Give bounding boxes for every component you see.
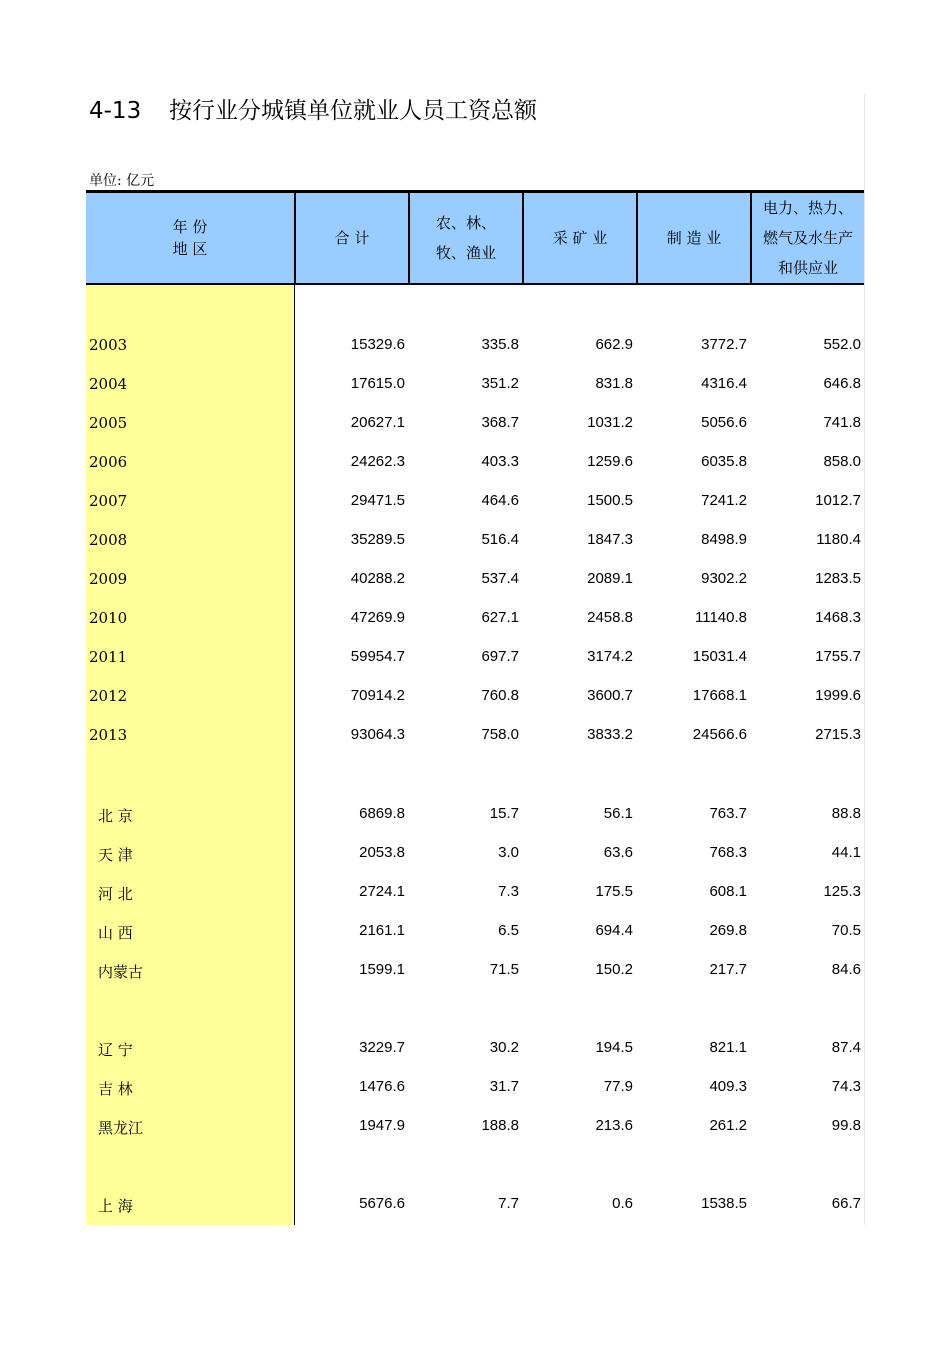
header-year-region <box>86 193 294 283</box>
cell-agriculture: 464.6 <box>481 492 519 509</box>
cell-utilities: 1755.7 <box>815 648 861 665</box>
cell-total: 29471.5 <box>350 492 405 509</box>
row-label: 2010 <box>89 609 128 627</box>
cell-total: 2724.1 <box>359 883 405 900</box>
cell-agriculture: 6.5 <box>498 922 519 939</box>
unit-label: 单位: 亿元 <box>89 173 155 189</box>
cell-mining: 63.6 <box>603 844 633 861</box>
cell-manufacturing: 217.7 <box>709 961 747 978</box>
row-label: 2013 <box>89 726 128 744</box>
table-row <box>86 326 864 365</box>
table-number: 4-13 <box>89 98 142 124</box>
cell-total: 2161.1 <box>359 922 405 939</box>
table-row <box>86 677 864 716</box>
table-row <box>86 1185 864 1224</box>
row-label: 河 北 <box>98 885 133 903</box>
table-row <box>86 1068 864 1107</box>
cell-manufacturing: 5056.6 <box>701 414 747 431</box>
cell-total: 17615.0 <box>350 375 405 392</box>
cell-utilities: 741.8 <box>823 414 861 431</box>
cell-manufacturing: 269.8 <box>709 922 747 939</box>
table-row <box>86 404 864 443</box>
cell-total: 93064.3 <box>350 726 405 743</box>
cell-total: 2053.8 <box>359 844 405 861</box>
cell-agriculture: 758.0 <box>481 726 519 743</box>
header-utilities: 电力、热力、 燃气及水生产 和供应业 <box>750 193 864 283</box>
cell-manufacturing: 11140.8 <box>695 609 747 626</box>
row-label: 北 京 <box>98 807 133 825</box>
table-row <box>86 1107 864 1146</box>
cell-total: 35289.5 <box>350 531 405 548</box>
cell-mining: 213.6 <box>595 1117 633 1134</box>
table-row <box>86 443 864 482</box>
row-label: 2012 <box>89 687 128 705</box>
header-agriculture: 农、林、 牧、渔业 <box>408 193 522 283</box>
row-label: 2005 <box>89 414 128 432</box>
cell-manufacturing: 821.1 <box>709 1039 747 1056</box>
cell-utilities: 70.5 <box>831 922 861 939</box>
cell-agriculture: 368.7 <box>481 414 519 431</box>
table-title <box>89 92 537 125</box>
cell-manufacturing: 768.3 <box>709 844 747 861</box>
cell-mining: 1500.5 <box>587 492 633 509</box>
cell-agriculture: 403.3 <box>481 453 519 470</box>
cell-mining: 2458.8 <box>587 609 633 626</box>
table-header <box>86 190 864 285</box>
table-row <box>86 482 864 521</box>
cell-mining: 150.2 <box>595 961 633 978</box>
cell-manufacturing: 7241.2 <box>701 492 747 509</box>
cell-utilities: 1012.7 <box>815 492 861 509</box>
cell-manufacturing: 1538.5 <box>701 1195 747 1212</box>
cell-manufacturing: 9302.2 <box>701 570 747 587</box>
cell-total: 20627.1 <box>350 414 405 431</box>
cell-agriculture: 697.7 <box>481 648 519 665</box>
cell-utilities: 1999.6 <box>815 687 861 704</box>
table-row <box>86 365 864 404</box>
cell-agriculture: 335.8 <box>481 336 519 353</box>
cell-utilities: 858.0 <box>823 453 861 470</box>
cell-utilities: 88.8 <box>831 805 861 822</box>
cell-total: 1599.1 <box>359 961 405 978</box>
cell-utilities: 74.3 <box>831 1078 861 1095</box>
cell-manufacturing: 4316.4 <box>701 375 747 392</box>
cell-agriculture: 31.7 <box>489 1078 519 1095</box>
cell-agriculture: 15.7 <box>489 805 519 822</box>
cell-mining: 3174.2 <box>587 648 633 665</box>
cell-utilities: 552.0 <box>823 336 861 353</box>
cell-agriculture: 760.8 <box>481 687 519 704</box>
cell-mining: 2089.1 <box>587 570 633 587</box>
cell-agriculture: 71.5 <box>489 961 519 978</box>
cell-utilities: 87.4 <box>831 1039 861 1056</box>
cell-manufacturing: 17668.1 <box>692 687 747 704</box>
cell-mining: 694.4 <box>595 922 633 939</box>
cell-utilities: 646.8 <box>823 375 861 392</box>
row-label: 天 津 <box>98 846 133 864</box>
cell-manufacturing: 261.2 <box>709 1117 747 1134</box>
cell-mining: 1031.2 <box>587 414 633 431</box>
cell-agriculture: 7.3 <box>498 883 519 900</box>
header-mining: 采 矿 业 <box>522 193 636 283</box>
cell-mining: 77.9 <box>603 1078 633 1095</box>
cell-total: 6869.8 <box>359 805 405 822</box>
cell-total: 3229.7 <box>359 1039 405 1056</box>
table-row <box>86 912 864 951</box>
row-label: 山 西 <box>98 924 133 942</box>
cell-manufacturing: 3772.7 <box>701 336 747 353</box>
cell-mining: 1847.3 <box>587 531 633 548</box>
cell-agriculture: 3.0 <box>498 844 519 861</box>
cell-mining: 831.8 <box>595 375 633 392</box>
cell-mining: 175.5 <box>595 883 633 900</box>
cell-total: 40288.2 <box>350 570 405 587</box>
row-label: 黑龙江 <box>98 1119 144 1137</box>
row-label: 上 海 <box>98 1197 133 1215</box>
row-label: 2003 <box>89 336 128 354</box>
table-row <box>86 638 864 677</box>
cell-mining: 1259.6 <box>587 453 633 470</box>
cell-agriculture: 30.2 <box>489 1039 519 1056</box>
cell-utilities: 44.1 <box>831 844 861 861</box>
table-title-text: 按行业分城镇单位就业人员工资总额 <box>169 98 537 124</box>
row-label: 2006 <box>89 453 128 471</box>
header-region: 地 区 <box>172 240 208 258</box>
cell-manufacturing: 8498.9 <box>701 531 747 548</box>
table-row <box>86 1029 864 1068</box>
table-body <box>86 285 864 1225</box>
cell-mining: 3833.2 <box>587 726 633 743</box>
cell-utilities: 1468.3 <box>815 609 861 626</box>
cell-total: 1476.6 <box>359 1078 405 1095</box>
header-manufacturing: 制 造 业 <box>636 193 750 283</box>
table-row <box>86 873 864 912</box>
row-label: 辽 宁 <box>98 1041 133 1059</box>
cell-utilities: 2715.3 <box>815 726 861 743</box>
cell-agriculture: 627.1 <box>481 609 519 626</box>
table-row <box>86 521 864 560</box>
cell-total: 59954.7 <box>350 648 405 665</box>
cell-utilities: 99.8 <box>831 1117 861 1134</box>
cell-mining: 194.5 <box>595 1039 633 1056</box>
cell-total: 24262.3 <box>350 453 405 470</box>
cell-agriculture: 537.4 <box>481 570 519 587</box>
cell-utilities: 1180.4 <box>816 531 861 548</box>
table-row <box>86 599 864 638</box>
cell-manufacturing: 24566.6 <box>692 726 747 743</box>
cell-manufacturing: 6035.8 <box>701 453 747 470</box>
cell-mining: 56.1 <box>603 805 633 822</box>
table-row <box>86 834 864 873</box>
cell-total: 70914.2 <box>350 687 405 704</box>
row-label: 吉 林 <box>98 1080 133 1098</box>
cell-utilities: 84.6 <box>831 961 861 978</box>
table-row <box>86 951 864 990</box>
cell-utilities: 1283.5 <box>815 570 861 587</box>
cell-utilities: 125.3 <box>823 883 861 900</box>
table-row <box>86 560 864 599</box>
cell-utilities: 66.7 <box>831 1195 861 1212</box>
row-label: 2008 <box>89 531 128 549</box>
cell-total: 15329.6 <box>350 336 405 353</box>
cell-manufacturing: 763.7 <box>709 805 747 822</box>
cell-mining: 0.6 <box>612 1195 633 1212</box>
cell-total: 47269.9 <box>350 609 405 626</box>
cell-agriculture: 188.8 <box>481 1117 519 1134</box>
table-row <box>86 716 864 755</box>
row-label: 2007 <box>89 492 128 510</box>
row-label: 2011 <box>89 648 128 666</box>
row-label: 内蒙古 <box>98 963 144 981</box>
header-year: 年 份 <box>172 218 208 236</box>
cell-manufacturing: 608.1 <box>709 883 747 900</box>
data-table <box>86 190 864 1225</box>
cell-total: 5676.6 <box>359 1195 405 1212</box>
cell-manufacturing: 15031.4 <box>692 648 747 665</box>
cell-mining: 3600.7 <box>587 687 633 704</box>
cell-total: 1947.9 <box>359 1117 405 1134</box>
row-label: 2004 <box>89 375 128 393</box>
cell-agriculture: 351.2 <box>481 375 519 392</box>
header-total: 合 计 <box>294 193 408 283</box>
cell-agriculture: 516.4 <box>481 531 519 548</box>
table-row <box>86 795 864 834</box>
cell-mining: 662.9 <box>595 336 633 353</box>
cell-manufacturing: 409.3 <box>709 1078 747 1095</box>
cell-agriculture: 7.7 <box>498 1195 519 1212</box>
row-label: 2009 <box>89 570 128 588</box>
